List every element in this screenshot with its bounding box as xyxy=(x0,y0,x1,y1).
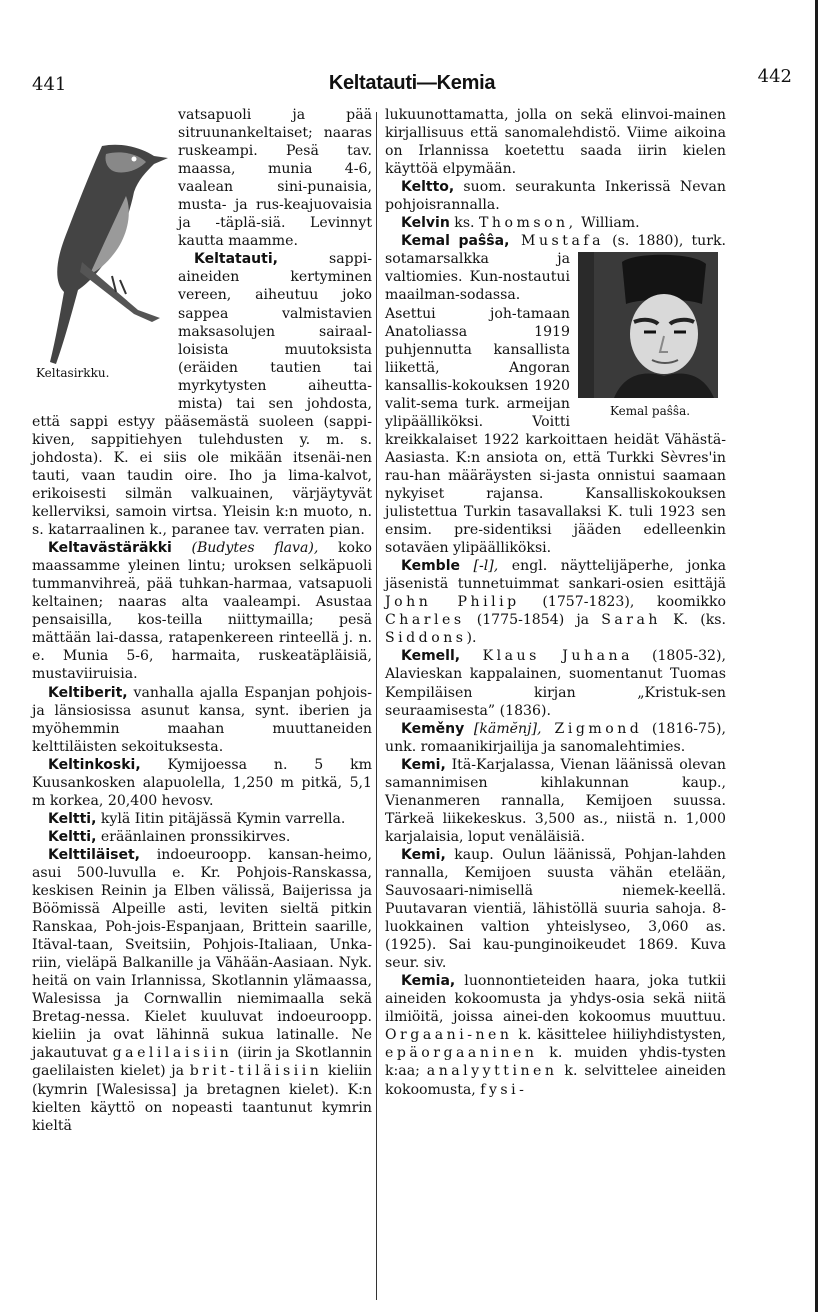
entry-headword: Keltinkoski, xyxy=(48,756,141,773)
entry-headword: Keltto, xyxy=(401,179,455,196)
entry-text: k. muiden yhdis-tysten k:aa; xyxy=(385,1045,726,1080)
portrait-photo xyxy=(578,252,718,398)
entry-text: K. (ks. xyxy=(661,612,726,629)
entry-text: luonnontieteiden haara, joka tutkii aineiden kokoomusta ja yhdys-osia sekä niitä ilmiöitä, joissa ainei-den kokoomus muuttuu. xyxy=(385,973,726,1026)
entry-headword: Keltti, xyxy=(48,828,97,845)
entry-text: (1775-1854) ja xyxy=(464,612,602,629)
entry-headword: Keltiberit, xyxy=(48,684,128,701)
spaced-term: Orgaani-nen xyxy=(385,1027,513,1044)
entry-kemell xyxy=(385,647,726,719)
left-column xyxy=(32,106,372,1135)
entry-text: eräänlainen pronssikirves. xyxy=(96,828,291,845)
entry-pronunciation: [kämĕnj], xyxy=(464,720,542,737)
entry-headword: Keltatauti, xyxy=(194,251,278,268)
spaced-term: brit-tiläisiin xyxy=(189,1063,323,1080)
page-edge-rule xyxy=(815,0,818,1312)
spaced-term: Siddons xyxy=(385,630,467,647)
entry-kemal-pasa xyxy=(385,232,726,557)
entry-headword: Kemal paŝŝa, xyxy=(401,233,510,250)
spaced-term: gaelilaisiin xyxy=(112,1045,233,1062)
entry-keltti-village xyxy=(32,810,372,828)
spaced-term: epäorgaaninen xyxy=(385,1045,538,1062)
entry-text: vanhalla ajalla Espanjan pohjois- ja länsiosissa asunut kansa, synt. iberien ja myöhemmin maahan muuttaneiden kelttiläisten sekoituksesta. xyxy=(32,684,372,755)
bird-caption: Keltasirkku. xyxy=(36,366,110,380)
entry-kemi-karelia xyxy=(385,756,726,846)
spaced-term: John Philip xyxy=(385,594,520,611)
entry-text: sappi-aineiden kertyminen vereen, aiheutuu joko sappea valmistavien maksasolujen sairaal-loisista muutoksista (eräiden tautien tai myrkytysten aiheutta-mista) tai sen johdosta, että sappi estyy pääsemästä suoleen (sappi-kiven, sappitiehyen tulehdusten y. m. s. johdosta). K. ei siis ole mikään itsenäi-nen tauti, vaan taudin oire. Iho ja lima-kalvot, erikoisesti silmän valkuainen, värjäytyvät kellerviksi, samoin virtsa. Yleisin k:n muoto, n. s. katarraalinen k., paranee tav. verraten pian. xyxy=(32,251,372,539)
page-number-right: 442 xyxy=(757,66,792,87)
entry-text: koko maassamme yleinen lintu; uroksen selkäpuoli tummanvihreä, pää tuhkan-harmaa, vatsapuoli keltainen; naaras alta vaaleampi. Asustaa pensaisilla, kos-teilla niittymailla; pesä mättään lai-dassa, ratapenkereen rinteellä j. n. e. Munia 5-6, harmaita, ruskeatäpläisiä, mustaviiruisia. xyxy=(32,540,373,683)
yellowhammer-illustration xyxy=(42,142,172,372)
spaced-term: Sarah xyxy=(601,612,661,629)
entry-text: William. xyxy=(576,215,640,232)
entry-keltiberit xyxy=(32,684,372,756)
portrait-illustration xyxy=(594,252,718,398)
entry-text: (iirin ja Skotlannin gaelilaisten kielet) ja xyxy=(32,1045,372,1080)
column-divider xyxy=(376,112,377,1300)
entry-text: Itä-Karjalassa, Vienan läänissä olevan samannimisen kihlakunnan kaup., Vienanmeren rannalla, Kemijoen suussa. Tärkeä liikekeskus. 3,500 as., niistä n. 1,000 karjalaisia, loput venäläisiä. xyxy=(385,756,726,845)
portrait-caption: Kemal paŝŝa. xyxy=(610,404,691,419)
entry-headword: Kelvin xyxy=(401,215,450,232)
entry-kemble xyxy=(385,557,726,647)
entry-text: ks. xyxy=(449,215,480,232)
entry-text: suom. seurakunta Inkerissä Nevan pohjoisrannalla. xyxy=(385,179,726,214)
entry-headword: Kelttiläiset, xyxy=(48,846,140,863)
entry-text: (1816-75), unk. romaanikirjailija ja sanomalehtimies. xyxy=(385,720,726,755)
entry-text: kieliin (kymrin [Walesissa] ja bretagnen kielet). K:n kielten käyttö on nopeasti taantunut kymrin kieltä xyxy=(32,1063,373,1134)
entry-keltti-axe xyxy=(32,828,372,846)
page-header xyxy=(32,66,792,96)
entry-text: engl. näyttelijäperhe, jonka jäsenistä tunnetuimmat sankari-osien esittäjä xyxy=(385,558,726,593)
entry-text: (1805-32), Alavieskan kappalainen, suomentanut Tuomas Kempiläisen kirjan „Kristuk-sen seuraamisesta” (1836). xyxy=(385,648,726,719)
running-title: Keltatauti—Kemia xyxy=(328,72,496,94)
entry-headword: Kemia, xyxy=(401,973,456,990)
entry-continuation xyxy=(385,106,726,178)
entry-headword: Keltavästäräkki xyxy=(48,540,172,557)
entry-kemeny xyxy=(385,720,726,756)
entry-pronunciation: [-l], xyxy=(460,558,499,575)
entry-keltinkoski xyxy=(32,756,372,810)
entry-keltto xyxy=(385,178,726,214)
spaced-term: Klaus Juhana xyxy=(460,648,633,665)
spaced-term: analyyttinen xyxy=(426,1063,558,1080)
spaced-term: Thomson, xyxy=(479,215,577,232)
spaced-term: Mustafa xyxy=(509,233,604,250)
entry-kemi-town xyxy=(385,846,726,972)
entry-headword: Keltti, xyxy=(48,810,97,827)
spaced-term: Zigmond xyxy=(541,720,643,737)
entry-text: vatsapuoli ja pää sitruunankeltaiset; naaras ruskeampi. Pesä tav. maassa, munia 4-6, vaalean sini-punaisia, musta- ja rus-keajuovaisia ja -täplä-siä. Levinnyt kautta maamme. xyxy=(178,107,372,250)
entry-text: k. käsittelee hiiliyhdistysten, xyxy=(512,1027,726,1044)
entry-text: kylä Iitin pitäjässä Kymin varrella. xyxy=(96,810,346,827)
entry-headword: Keměny xyxy=(401,720,465,737)
entry-latin-name: (Budytes flava), xyxy=(171,540,319,557)
entry-headword: Kemell, xyxy=(401,648,461,665)
entry-keltavastarakki xyxy=(32,539,372,683)
entry-kemia xyxy=(385,972,726,1098)
spaced-term: fysi- xyxy=(480,1081,528,1098)
entry-text: indoeuroopp. kansan-heimo, asui 500-luvulla e. Kr. Pohjois-Ranskassa, keskisen Reinin ja Elben välissä, Baijerissa ja Böömissä Alpeille asti, leviten sieltä pitkin Ranskaa, Poh-jois-Espanjaan, Brittein saarille, Itäval-taan, Sveitsiin, Pohjois-Italiaan, Unka-riin, vieläpä Balkanille ja Vähään-Aasiaan. Nyk. heitä on vain Irlannissa, Skotlannin ylämaassa, Walesissa ja Cornwallin niemimaalla sekä Bretag-nessa. Kielet kuuluvat indoeuroopp. kieliin ja ovat lähinnä sukua latinalle. Ne jakautuvat xyxy=(32,846,372,1062)
entry-text: ). xyxy=(466,630,477,647)
entry-headword: Kemi, xyxy=(401,846,446,863)
entry-text: Kymijoessa n. 5 km Kuusankosken alapuolella, 1,250 m pitkä, 5,1 m korkea, 20,400 hevosv. xyxy=(32,756,372,809)
entry-text: lukuunottamatta, jolla on sekä elinvoi-mainen kirjallisuus että sanomalehdistö. Viime aikoina on Irlannissa koetettu saada iirin kielen käyttöä elpymään. xyxy=(385,107,726,178)
entry-text: kaup. Oulun läänissä, Pohjan-lahden rannalla, Kemijoen suusta vähän etelään, Sauvosaari-nimisellä niemek-keellä. Puutavaran vientiä, lähistöllä suuria sahoja. 8-luokkainen valtion yhteislyseo, 3,060 as. (1925). Sai kau-punginoikeudet 1869. Kuva seur. siv. xyxy=(385,846,726,972)
entry-text: k. selvittelee aineiden kokoomusta, xyxy=(385,1063,726,1098)
portrait-figure xyxy=(576,252,726,426)
entry-text: (1757-1823), koomikko xyxy=(519,594,726,611)
entry-headword: Kemi, xyxy=(401,756,446,773)
entry-text: (s. 1880), turk. sotamarsalkka ja valtiomies. Kun-nostautui maailman-sodassa. Asettui joh-tamaan Anatoliassa 1919 puhjennutta kansallista liikettä, Angoran kansallis-kokouksen 1920 valit-sema turk. armeijan ylipäälliköksi. Voitti kreikkalaiset 1922 karkoittaen heidät Vähästä-Aasiasta. K:n ansiota on, että Turkki Sèvres'in rau-han määräysten si-jasta onnistui saamaan nykyiset rajansa. Kansalliskokouksen julistettua Turkin tasavallaksi K. tuli 1923 sen ensim. pre-sidentiksi jääden edelleenkin sotaväen ylipäälliköksi. xyxy=(385,233,727,557)
entry-kelttilaiset xyxy=(32,846,372,1135)
entry-kelvin xyxy=(385,214,726,232)
bird-figure xyxy=(32,106,172,396)
page-number-left: 441 xyxy=(32,74,67,95)
spaced-term: Charles xyxy=(385,612,465,629)
right-column xyxy=(385,106,726,1099)
entry-headword: Kemble xyxy=(401,558,461,575)
